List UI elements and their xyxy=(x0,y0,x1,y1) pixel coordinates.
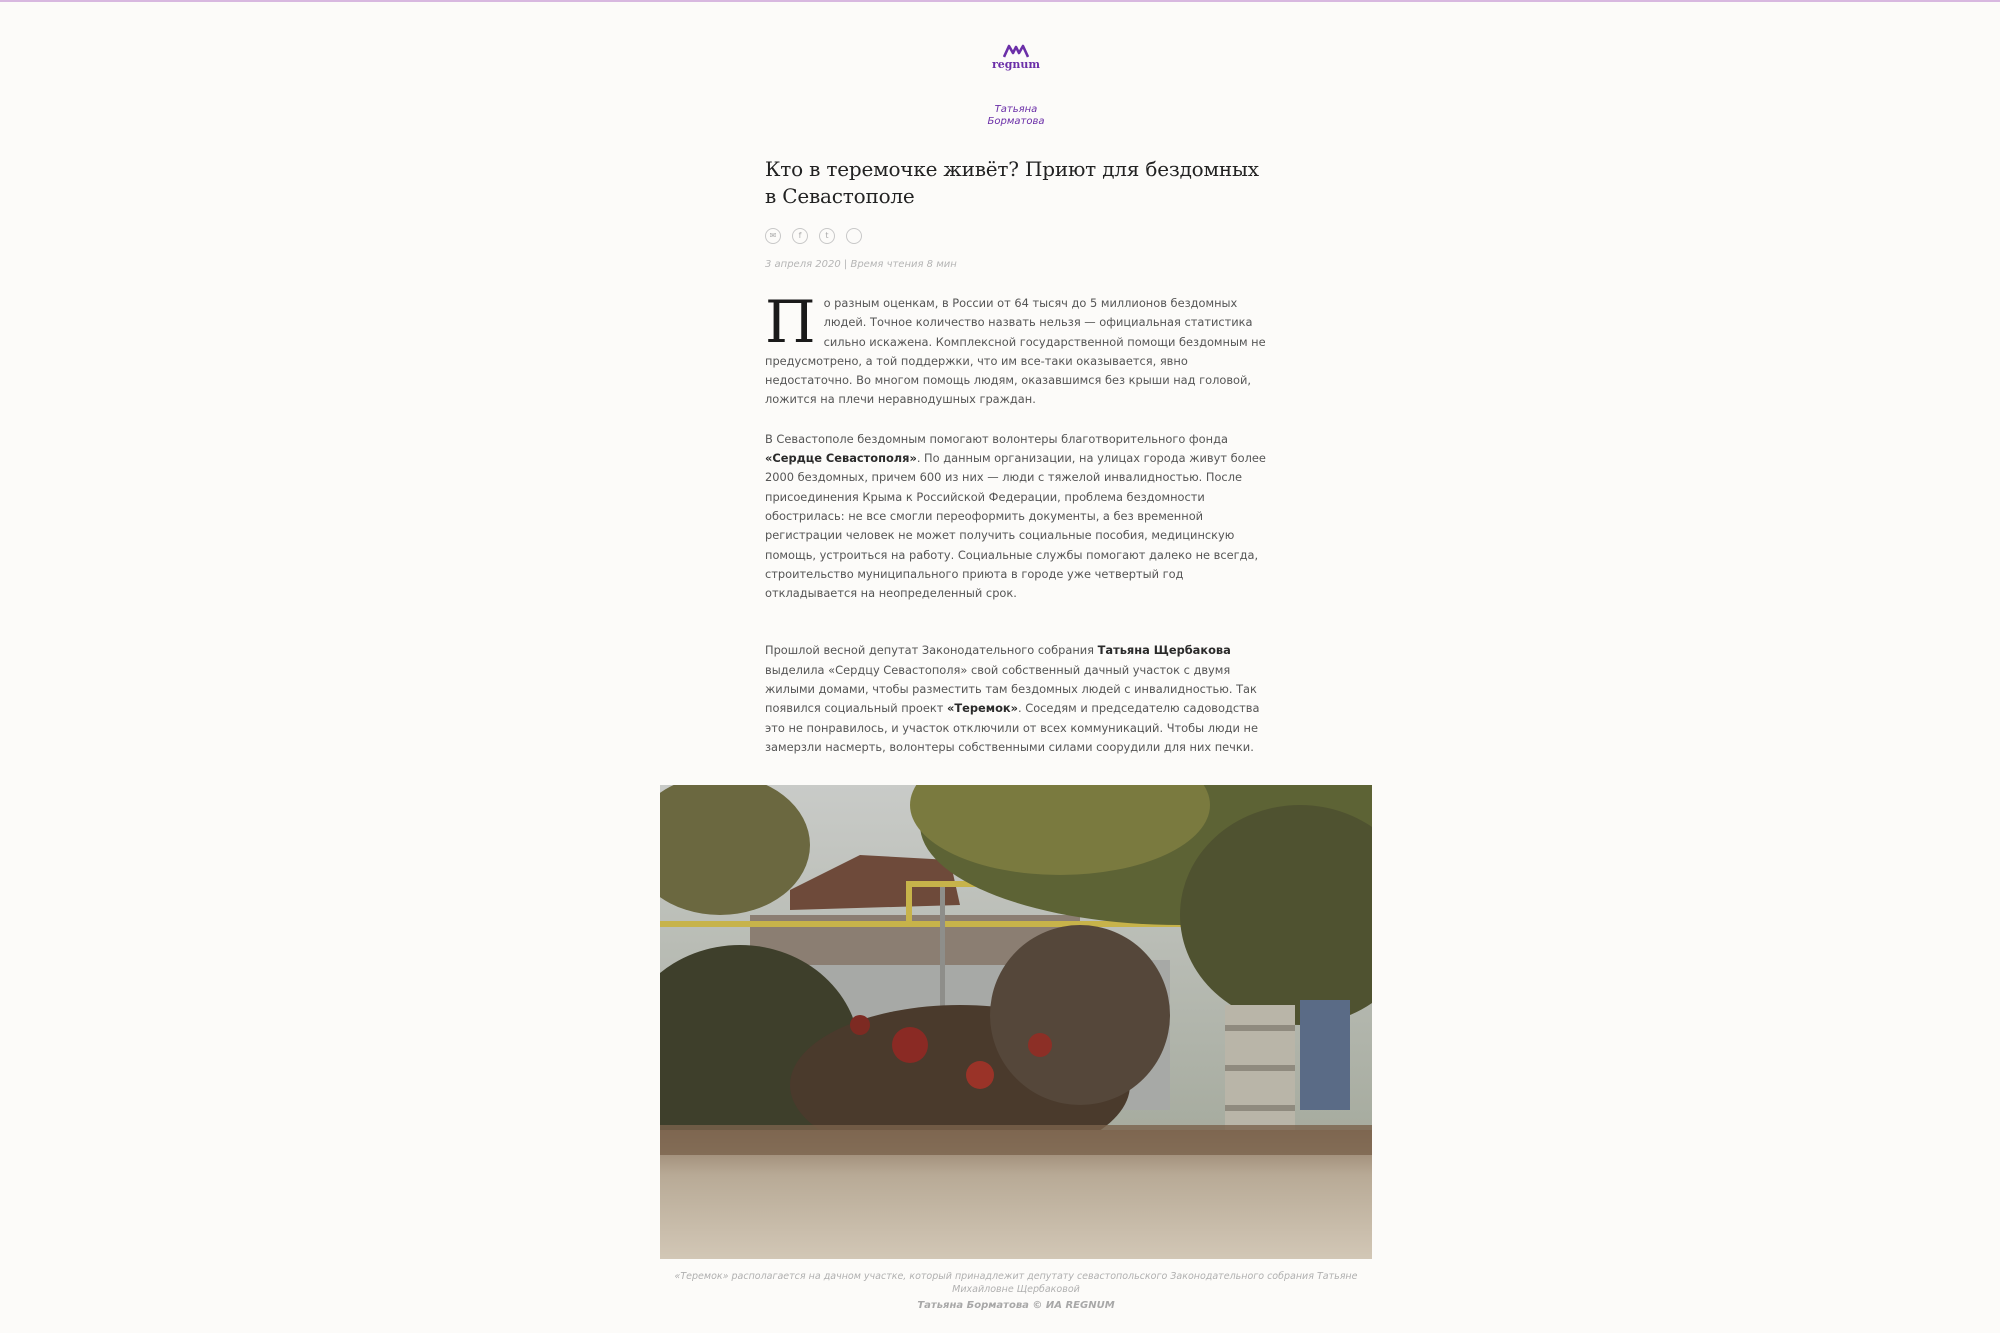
link-icon[interactable] xyxy=(846,228,862,244)
author-name[interactable] xyxy=(940,104,1092,128)
paragraph-3-text-c: . Соседям и председателю садоводства это не понравилось, и участок отключили от всех коммуникаций. Чтобы люди не замерзли насмерть, волонтеры собственными силами соорудили для них печки. xyxy=(765,701,1260,754)
photo-caption: «Теремок» располагается на дачном участке, который принадлежит депутату севастопольского Законодательного собрания Татьяне Михайловне Щербаковой xyxy=(674,1271,1358,1295)
fund-name: «Сердце Севастополя» xyxy=(765,451,917,466)
regnum-mountain-icon xyxy=(1003,44,1029,58)
paragraph-3 xyxy=(765,641,1270,757)
article-meta: 3 апреля 2020 | Время чтения 8 мин xyxy=(765,259,957,270)
author-last-name: Борматова xyxy=(987,116,1045,127)
paragraph-2 xyxy=(765,430,1270,604)
paragraph-2-text-a: В Севастополе бездомным помогают волонтеры благотворительного фонда xyxy=(765,431,1228,446)
regnum-logo[interactable] xyxy=(979,44,1053,80)
email-icon[interactable]: ✉ xyxy=(765,228,781,244)
author-first-name: Татьяна xyxy=(994,104,1038,115)
paragraph-2-text-b: . По данным организации, на улицах города живут более 2000 бездомных, причем 600 из них — люди с тяжелой инвалидностью. После присоединения Крыма к Российской Федерации, проблема бездомности обострилась: не все смогли переоформить документы, а без временной регистрации человек не может получить социальные пособия, медицинскую помощь, устроиться на работу. Социальные службы помогают далеко не всегда, строительство муниципального приюта в городе уже четвертый год откладывается на неопределенный срок. xyxy=(765,451,1266,601)
article-body xyxy=(765,288,1270,757)
twitter-icon[interactable]: t xyxy=(819,228,835,244)
top-accent-line xyxy=(0,0,2000,2)
paragraph-1 xyxy=(765,288,1270,410)
drop-cap: П xyxy=(765,288,816,356)
deputy-name: Татьяна Щербакова xyxy=(1097,643,1231,658)
article-photo[interactable] xyxy=(660,785,1372,1259)
paragraph-1-text: о разным оценкам, в России от 64 тысяч до 5 миллионов бездомных людей. Точное количество назвать нельзя — официальная статистика сильно искажена. Комплексной государственной помощи бездомным не предусмотрено, а той поддержки, что им все-таки оказывается, явно недостаточно. Во многом помощь людям, оказавшимся без крыши над головой, ложится на плечи неравнодушных граждан. xyxy=(765,296,1266,407)
project-name: «Теремок» xyxy=(947,701,1018,716)
logo-text: regnum xyxy=(991,58,1041,71)
paragraph-3-text-a: Прошлой весной депутат Законодательного собрания xyxy=(765,643,1098,658)
photo-house-scene xyxy=(660,785,1372,1259)
article xyxy=(765,156,1270,754)
photo-credit: Татьяна Борматова © ИА REGNUM xyxy=(917,1300,1115,1311)
facebook-icon[interactable]: f xyxy=(792,228,808,244)
share-bar xyxy=(765,228,862,244)
article-title: Кто в теремочке живёт? Приют для бездомных в Севастополе xyxy=(765,157,1259,208)
paragraph-3-text-b: выделила «Сердцу Севастополя» свой собственный дачный участок с двумя жилыми домами, чтобы разместить там бездомных людей с инвалидностью. Так появился социальный проект xyxy=(765,662,1257,716)
